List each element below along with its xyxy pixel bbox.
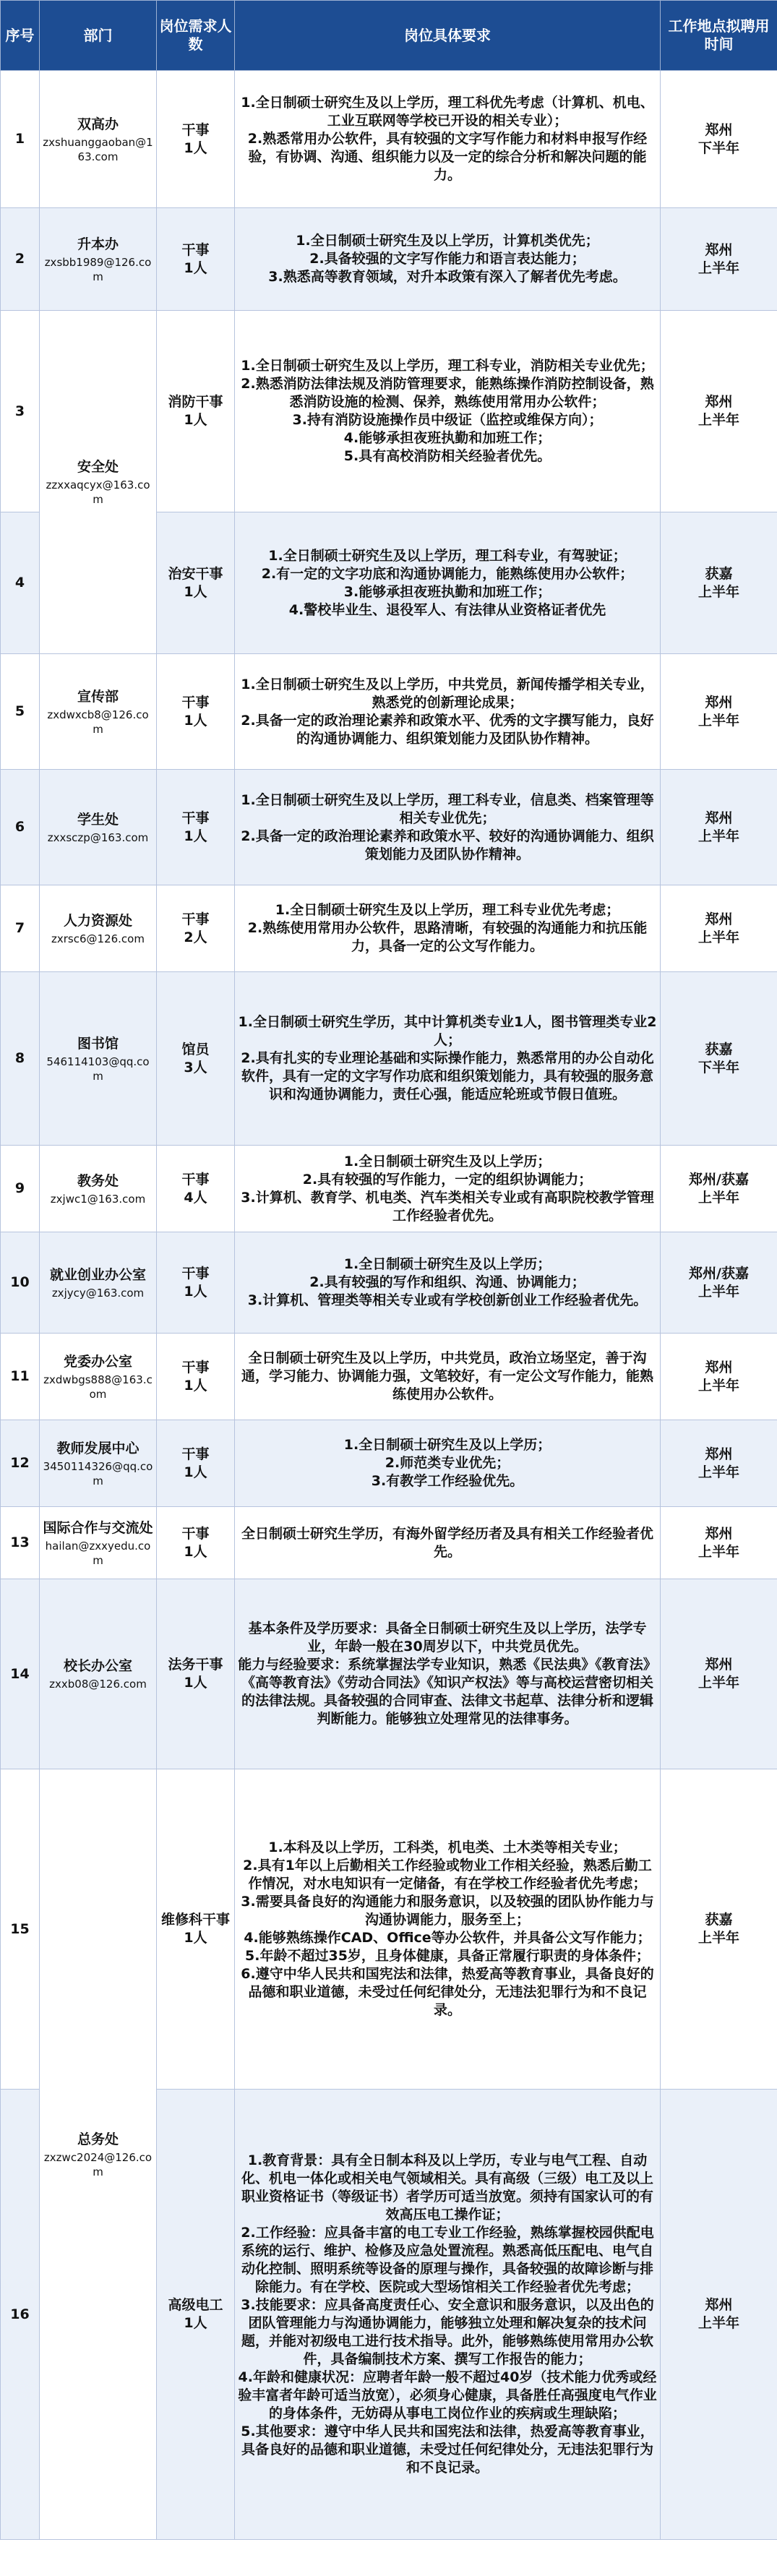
- post-count: 1人: [184, 712, 207, 729]
- requirement-line: 3.计算机、教育学、机电类、汽车类相关专业或有高职院校教学管理工作经验者优先。: [241, 1189, 654, 1224]
- row-post: [157, 1232, 235, 1334]
- post-name: 干事: [181, 1525, 210, 1542]
- post-name: 干事: [181, 810, 210, 826]
- hire-time: 上半年: [697, 583, 739, 600]
- requirement-line: 1.全日制硕士研究生及以上学历，计算机类优先；: [296, 233, 599, 249]
- row-department: [40, 1146, 157, 1232]
- post-name: 干事: [181, 1446, 210, 1462]
- hire-time: 上半年: [697, 1675, 739, 1691]
- requirement-line: 1.全日制硕士研究生及以上学历，中共党员，新闻传播学相关专业，熟悉党的创新理论成果；: [241, 676, 654, 710]
- department-name: 教师发展中心: [56, 1440, 139, 1456]
- row-department: [40, 208, 157, 311]
- work-location: 郑州: [705, 1359, 733, 1375]
- hire-time: 上半年: [697, 259, 739, 276]
- row-seq: 7: [1, 885, 40, 972]
- requirement-line: 3.持有消防设施操作员中级证（监控或维保方向）；: [292, 412, 603, 428]
- requirement-line: 1.全日制硕士研究生及以上学历；: [343, 1256, 551, 1272]
- header-requirements: 岗位具体要求: [235, 1, 661, 71]
- requirement-line: 1.全日制硕士研究生及以上学历，理工科专业优先考虑；: [275, 902, 620, 918]
- work-location: 郑州/获嘉: [689, 1171, 749, 1188]
- table-row: [1, 1146, 777, 1232]
- hire-time: 上半年: [697, 712, 739, 729]
- header-seq: 序号: [1, 1, 40, 71]
- row-requirements: [235, 1579, 661, 1769]
- requirement-line: 5.其他要求：遵守中华人民共和国宪法和法律，热爱高等教育事业，具备良好的品德和职业道德，未受过任何纪律处分，无违法犯罪行为和不良记录。: [241, 2423, 654, 2476]
- requirement-line: 5.年龄不超过35岁，且身体健康，具备正常履行职责的身体条件；: [245, 1948, 650, 1964]
- hire-time: 上半年: [697, 1464, 739, 1480]
- work-location: 郑州/获嘉: [689, 1265, 749, 1281]
- department-name: 党委办公室: [63, 1353, 132, 1370]
- row-location-time: [661, 1769, 777, 2090]
- department-email: zxshuanggaoban@163.com: [43, 135, 153, 163]
- post-name: 维修科干事: [160, 1912, 230, 1928]
- post-count: 3人: [184, 1059, 207, 1076]
- row-location-time: [661, 770, 777, 885]
- row-seq: 5: [1, 654, 40, 770]
- row-location-time: [661, 2090, 777, 2540]
- department-email: hailan@zxxyedu.com: [45, 1539, 151, 1567]
- row-location-time: [661, 1579, 777, 1769]
- row-location-time: [661, 654, 777, 770]
- work-location: 郑州: [705, 1657, 733, 1673]
- department-email: zxrsc6@126.com: [51, 932, 145, 945]
- requirement-line: 2.工作经验：应具备丰富的电工专业工作经验，熟练掌握校园供配电系统的运行、维护、检修及应急处置流程。熟悉高低压配电、电气自动化控制、照明系统等设备的原理与操作，具备较强的故障诊断与排除能力。有在学校、医院或大型场馆相关工作经验者优先考虑；: [241, 2225, 654, 2295]
- work-location: 郑州: [705, 241, 733, 258]
- post-name: 干事: [181, 121, 210, 138]
- work-location: 郑州: [705, 810, 733, 826]
- row-location-time: [661, 1146, 777, 1232]
- post-count: 2人: [184, 929, 207, 945]
- requirement-line: 3.技能要求：应具备高度责任心、安全意识和服务意识，以及出色的团队管理能力与沟通协调能力，能够独立处理和解决复杂的技术问题，并能对初级电工进行技术指导。此外，能够熟练使用常用办公软件，具备编制技术方案、撰写工作报告的能力；: [241, 2297, 654, 2367]
- department-email: zxdwxcb8@126.com: [47, 708, 149, 736]
- table-row: [1, 770, 777, 885]
- department-name: 双高办: [77, 116, 119, 132]
- hire-time: 上半年: [697, 828, 739, 844]
- requirement-line: 2.具备一定的政治理论素养和政策水平、较好的沟通协调能力、组织策划能力及团队协作精神。: [241, 828, 654, 862]
- row-requirements: [235, 1507, 661, 1579]
- work-location: 郑州: [705, 121, 733, 138]
- requirement-line: 全日制硕士研究生学历，有海外留学经历者及具有相关工作经验者优先。: [241, 1525, 653, 1560]
- table-row: [1, 1579, 777, 1769]
- requirement-line: 5.具有高校消防相关经验者优先。: [343, 448, 551, 464]
- table-row: [1, 311, 777, 512]
- row-seq: 8: [1, 972, 40, 1146]
- row-post: [157, 208, 235, 311]
- post-name: 治安干事: [168, 565, 223, 582]
- requirement-line: 1.全日制硕士研究生及以上学历；: [343, 1153, 551, 1169]
- department-name: 就业创业办公室: [49, 1266, 146, 1283]
- requirement-line: 6.遵守中华人民共和国宪法和法律，热爱高等教育事业，具备良好的品德和职业道德，未受过任何纪律处分，无违法犯罪行为和不良记录。: [241, 1966, 654, 2018]
- requirement-line: 4.能够熟练操作CAD、Office等办公软件，并具备公文写作能力；: [244, 1930, 651, 1946]
- row-location-time: [661, 1507, 777, 1579]
- work-location: 郑州: [705, 394, 733, 410]
- department-email: zxjycy@163.com: [51, 1286, 145, 1300]
- requirement-line: 2.具有扎实的专业理论基础和实际操作能力，熟悉常用的办公自动化软件，具有一定的文字写作功底和组织策划能力，具有较强的服务意识和沟通协调能力，责任心强，能适应轮班或节假日值班。: [241, 1050, 654, 1102]
- row-post: [157, 654, 235, 770]
- row-post: [157, 1420, 235, 1507]
- department-email: zzxxaqcyx@163.com: [46, 478, 150, 506]
- row-department: [40, 770, 157, 885]
- requirement-line: 1.全日制硕士研究生及以上学历，理工科专业，有驾驶证；: [268, 547, 627, 564]
- post-name: 馆员: [181, 1041, 210, 1057]
- row-department: [40, 1769, 157, 2540]
- row-post: [157, 885, 235, 972]
- row-requirements: [235, 885, 661, 972]
- post-name: 干事: [181, 1359, 210, 1375]
- row-requirements: [235, 770, 661, 885]
- requirement-line: 4.年龄和健康状况：应聘者年龄一般不超过40岁（技术能力优秀或经验丰富者年龄可适当放宽），必须身心健康，具备胜任高强度电气作业的身体条件，无妨碍从事电工岗位作业的疾病或生理缺陷；: [238, 2369, 657, 2421]
- post-count: 1人: [184, 1283, 207, 1300]
- row-seq: 10: [1, 1232, 40, 1334]
- row-department: [40, 654, 157, 770]
- row-post: [157, 1769, 235, 2090]
- requirement-line: 4.警校毕业生、退役军人、有法律从业资格证者优先: [288, 601, 606, 618]
- department-email: zxjwc1@163.com: [50, 1192, 146, 1206]
- row-department: [40, 885, 157, 972]
- department-name: 国际合作与交流处: [43, 1519, 153, 1536]
- row-seq: 11: [1, 1334, 40, 1420]
- row-requirements: [235, 512, 661, 654]
- row-post: [157, 770, 235, 885]
- row-requirements: [235, 2090, 661, 2540]
- requirement-line: 2.具备一定的政治理论素养和政策水平、优秀的文字撰写能力，良好的沟通协调能力、组织策划能力及团队协作精神。: [241, 712, 654, 747]
- table-row: [1, 208, 777, 311]
- post-count: 1人: [184, 828, 207, 844]
- table-row: [1, 1420, 777, 1507]
- department-email: 3450114326@qq.com: [43, 1459, 153, 1487]
- row-requirements: [235, 1334, 661, 1420]
- requirement-line: 3.熟悉高等教育领域，对升本政策有深入了解者优先考虑。: [268, 269, 627, 285]
- department-email: zxsbb1989@126.com: [44, 255, 152, 283]
- table-row: [1, 1507, 777, 1579]
- header-row: [1, 1, 777, 71]
- department-email: zxxsczp@163.com: [47, 830, 149, 844]
- post-count: 1人: [184, 1377, 207, 1394]
- requirement-line: 2.师范类专业优先；: [385, 1455, 510, 1471]
- row-post: [157, 1146, 235, 1232]
- requirement-line: 1.本科及以上学历，工科类，机电类、土木类等相关专业；: [268, 1839, 627, 1855]
- post-count: 1人: [184, 583, 207, 600]
- row-location-time: [661, 885, 777, 972]
- requirement-line: 1.全日制硕士研究生及以上学历，理工科优先考虑（计算机、机电、工业互联网等学校已开设的相关专业）；: [241, 95, 654, 129]
- department-name: 校长办公室: [63, 1658, 132, 1674]
- row-location-time: [661, 71, 777, 208]
- hire-time: 上半年: [697, 929, 739, 945]
- row-location-time: [661, 1420, 777, 1507]
- row-department: [40, 1507, 157, 1579]
- requirement-line: 2.具有较强的写作和组织、沟通、协调能力；: [309, 1274, 585, 1290]
- row-location-time: [661, 512, 777, 654]
- row-post: [157, 1334, 235, 1420]
- row-seq: 12: [1, 1420, 40, 1507]
- row-requirements: [235, 1769, 661, 2090]
- hire-time: 上半年: [697, 1189, 739, 1206]
- row-seq: 16: [1, 2090, 40, 2540]
- requirement-line: 3.需要具备良好的沟通能力和服务意识，以及较强的团队协作能力与沟通协调能力，服务至上；: [241, 1894, 654, 1928]
- table-row: [1, 71, 777, 208]
- header-posts: 岗位需求人数: [157, 1, 235, 71]
- table-row: [1, 1232, 777, 1334]
- post-name: 干事: [181, 1265, 210, 1281]
- row-post: [157, 1579, 235, 1769]
- row-seq: 13: [1, 1507, 40, 1579]
- table-row: [1, 972, 777, 1146]
- post-count: 4人: [184, 1189, 207, 1206]
- table-row: [1, 654, 777, 770]
- row-seq: 1: [1, 71, 40, 208]
- post-count: 1人: [184, 412, 207, 428]
- department-name: 升本办: [77, 236, 119, 252]
- department-email: zxxb08@126.com: [49, 1678, 147, 1691]
- row-seq: 9: [1, 1146, 40, 1232]
- requirement-line: 1.全日制硕士研究生及以上学历，理工科专业，信息类、档案管理等相关专业优先；: [241, 791, 654, 826]
- department-name: 安全处: [77, 459, 119, 475]
- row-post: [157, 512, 235, 654]
- row-requirements: [235, 654, 661, 770]
- post-count: 1人: [184, 2315, 207, 2331]
- requirement-line: 4.能够承担夜班执勤和加班工作；: [343, 430, 551, 446]
- row-department: [40, 311, 157, 654]
- row-requirements: [235, 71, 661, 208]
- work-location: 郑州: [705, 1446, 733, 1462]
- row-location-time: [661, 1232, 777, 1334]
- department-email: zxzwc2024@126.com: [43, 2150, 153, 2178]
- hire-time: 上半年: [697, 2315, 739, 2331]
- row-location-time: [661, 311, 777, 512]
- row-requirements: [235, 1420, 661, 1507]
- hire-time: 上半年: [697, 412, 739, 428]
- hire-time: 下半年: [697, 139, 739, 156]
- row-post: [157, 2090, 235, 2540]
- row-requirements: [235, 1146, 661, 1232]
- row-location-time: [661, 1334, 777, 1420]
- requirement-line: 1.全日制硕士研究生及以上学历；: [343, 1437, 551, 1453]
- department-name: 教务处: [77, 1172, 119, 1189]
- row-location-time: [661, 208, 777, 311]
- department-name: 总务处: [77, 2131, 119, 2147]
- requirement-line: 全日制硕士研究生及以上学历，中共党员，政治立场坚定，善于沟通，学习能力、协调能力强，文笔较好，有一定公文写作能力，能熟练使用办公软件。: [241, 1350, 653, 1402]
- header-location-time: 工作地点拟聘用时间: [661, 1, 777, 71]
- hire-time: 上半年: [697, 1543, 739, 1560]
- row-seq: 2: [1, 208, 40, 311]
- post-name: 高级电工: [168, 2297, 223, 2313]
- requirement-line: 3.能够承担夜班执勤和加班工作；: [343, 583, 551, 600]
- post-name: 干事: [181, 694, 210, 710]
- department-name: 宣传部: [77, 688, 119, 705]
- work-location: 郑州: [705, 2297, 733, 2313]
- row-post: [157, 1507, 235, 1579]
- post-name: 干事: [181, 241, 210, 258]
- work-location: 郑州: [705, 1525, 733, 1542]
- row-post: [157, 71, 235, 208]
- header-dept: 部门: [40, 1, 157, 71]
- requirement-line: 1.全日制硕士研究生学历，其中计算机类专业1人，图书管理类专业2人；: [238, 1014, 657, 1048]
- requirement-line: 1.教育背景：具有全日制本科及以上学历，专业与电气工程、自动化、机电一体化或相关电气领域相关。具有高级（三级）电工及以上职业资格证书（等级证书）者学历可适当放宽。须持有国家认可的有效高压电工操作证；: [241, 2152, 653, 2223]
- department-name: 图书馆: [77, 1035, 119, 1052]
- requirement-line: 2.具有较强的写作能力，一定的组织协调能力；: [302, 1171, 593, 1188]
- post-count: 1人: [184, 139, 207, 156]
- requirement-line: 2.具备较强的文字写作能力和语言表达能力；: [309, 251, 585, 267]
- row-department: [40, 1579, 157, 1769]
- post-name: 干事: [181, 1171, 210, 1188]
- requirement-line: 2.具有1年以上后勤相关工作经验或物业工作相关经验，熟悉后勤工作情况，对水电知识有一定储备，有在学校工作经验者优先考虑；: [243, 1858, 652, 1892]
- requirement-line: 2.熟悉消防法律法规及消防管理要求，能熟练操作消防控制设备，熟悉消防设施的检测、保养，熟练使用常用办公软件；: [241, 376, 654, 410]
- post-name: 法务干事: [168, 1657, 223, 1673]
- requirement-line: 3.有教学工作经验优先。: [371, 1473, 524, 1489]
- row-seq: 4: [1, 512, 40, 654]
- row-seq: 6: [1, 770, 40, 885]
- work-location: 获嘉: [705, 1912, 733, 1928]
- row-requirements: [235, 311, 661, 512]
- post-name: 消防干事: [168, 394, 223, 410]
- work-location: 郑州: [705, 694, 733, 710]
- post-count: 1人: [184, 1464, 207, 1480]
- work-location: 获嘉: [705, 1041, 733, 1057]
- hire-time: 上半年: [697, 1283, 739, 1300]
- row-requirements: [235, 208, 661, 311]
- row-post: [157, 311, 235, 512]
- row-department: [40, 1232, 157, 1334]
- work-location: 获嘉: [705, 565, 733, 582]
- row-requirements: [235, 1232, 661, 1334]
- row-seq: 3: [1, 311, 40, 512]
- row-department: [40, 71, 157, 208]
- post-count: 1人: [184, 1675, 207, 1691]
- requirement-line: 能力与经验要求：系统掌握法学专业知识，熟悉《民法典》《教育法》《高等教育法》《劳动合同法》《知识产权法》等与高校运营密切相关的法律法规。具备较强的合同审查、法律文书起草、法律分析和逻辑判断能力。能够独立处理常见的法律事务。: [238, 1657, 657, 1727]
- hire-time: 下半年: [697, 1059, 739, 1076]
- hire-time: 上半年: [697, 1377, 739, 1394]
- post-name: 干事: [181, 911, 210, 927]
- work-location: 郑州: [705, 911, 733, 927]
- hire-time: 上半年: [697, 1930, 739, 1946]
- requirement-line: 基本条件及学历要求：具备全日制硕士研究生及以上学历，法学专业，年龄一般在30周岁以下，中共党员优先。: [248, 1620, 647, 1654]
- row-department: [40, 1334, 157, 1420]
- row-seq: 14: [1, 1579, 40, 1769]
- table-row: [1, 1769, 777, 2090]
- requirement-line: 1.全日制硕士研究生及以上学历，理工科专业，消防相关专业优先；: [241, 358, 654, 374]
- post-count: 1人: [184, 1930, 207, 1946]
- department-name: 学生处: [77, 811, 119, 828]
- row-location-time: [661, 972, 777, 1146]
- post-count: 1人: [184, 1543, 207, 1560]
- table-row: [1, 1334, 777, 1420]
- row-post: [157, 972, 235, 1146]
- requirement-line: 2.有一定的文字功底和沟通协调能力，能熟练使用办公软件；: [261, 565, 634, 582]
- row-seq: 15: [1, 1769, 40, 2090]
- requirement-line: 2.熟练使用常用办公软件，思路清晰，有较强的沟通能力和抗压能力，具备一定的公文写作能力。: [247, 920, 648, 954]
- table-row: [1, 885, 777, 972]
- department-email: zxdwbgs888@163.com: [43, 1373, 153, 1401]
- row-department: [40, 1420, 157, 1507]
- requirement-line: 2.熟悉常用办公软件，具有较强的文字写作能力和材料申报写作经验，有协调、沟通、组织能力以及一定的综合分析和解决问题的能力。: [247, 131, 648, 183]
- department-email: 546114103@qq.com: [46, 1055, 150, 1083]
- row-department: [40, 972, 157, 1146]
- post-count: 1人: [184, 259, 207, 276]
- table-body: [1, 71, 777, 2540]
- requirement-line: 3.计算机、管理类等相关专业或有学校创新创业工作经验者优先。: [247, 1292, 648, 1308]
- department-name: 人力资源处: [63, 912, 132, 929]
- row-requirements: [235, 972, 661, 1146]
